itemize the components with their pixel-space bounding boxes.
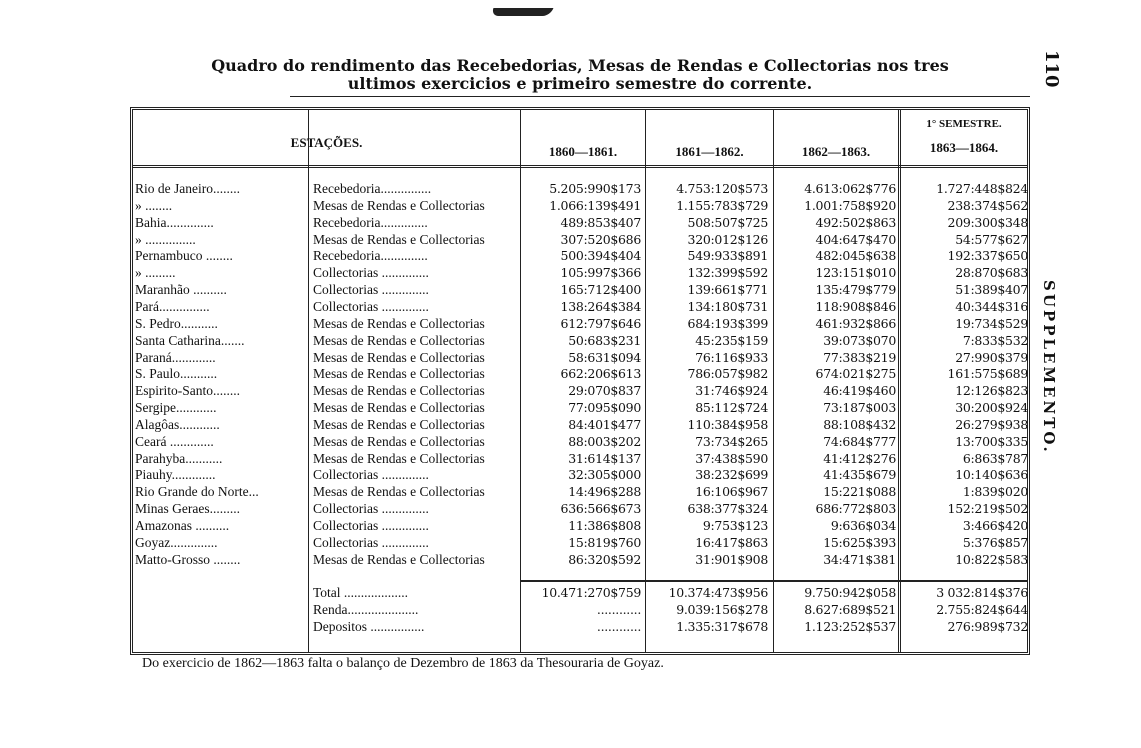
value-cell: 11:386$808	[568, 518, 641, 533]
revenue-table	[130, 107, 1030, 655]
office-type-cell: Mesas de Rendas e Collectorias	[313, 416, 485, 432]
value-cell: 31:614$137	[568, 450, 641, 466]
table-row	[133, 315, 1028, 332]
table-row	[133, 551, 1028, 568]
table-row	[133, 298, 1028, 315]
value-cell: 40:344$316	[955, 298, 1028, 314]
station-cell: S. Pedro...........	[135, 315, 218, 331]
total-value: 8.627:689$521	[804, 602, 896, 617]
office-type-cell: Collectorias ..............	[313, 265, 429, 281]
header-1862: 1862—1863.	[801, 144, 871, 159]
value-cell: 110:384$958	[687, 416, 768, 432]
title-line-2: ultimos exercicios e primeiro semestre do corrente.	[347, 74, 813, 93]
value-cell: 31:746$924	[695, 383, 768, 399]
value-cell: 6:863$787	[962, 450, 1028, 466]
value-cell: 5:376$857	[962, 534, 1028, 550]
value-cell: 135:479$779	[815, 282, 896, 298]
office-type-cell: Mesas de Rendas e Collectorias	[313, 332, 485, 348]
title-rule	[290, 96, 1030, 97]
office-type-cell: Collectorias ..............	[313, 534, 429, 550]
station-cell: Espirito-Santo........	[135, 383, 240, 399]
value-cell: 139:661$771	[687, 282, 768, 298]
table-row	[133, 349, 1028, 366]
side-label: SUPPLEMENTO.	[1040, 280, 1058, 455]
office-type-cell: Mesas de Rendas e Collectorias	[313, 366, 485, 382]
value-cell: 674:021$275	[815, 366, 896, 382]
value-cell: 58:631$094	[568, 349, 641, 365]
station-cell: » ...............	[135, 231, 196, 247]
header-estacoes: ESTAÇÕES.	[290, 135, 363, 150]
value-cell: 1:839$020	[962, 484, 1028, 500]
station-cell: Ceará .............	[135, 433, 214, 449]
table-row	[133, 500, 1028, 517]
office-type-cell: Mesas de Rendas e Collectorias	[313, 433, 485, 449]
total-value: 10.374:473$956	[668, 585, 768, 600]
value-cell: 15:819$760	[568, 534, 641, 550]
office-type-cell: Mesas de Rendas e Collectorias	[313, 349, 485, 365]
ink-blot	[491, 8, 554, 16]
total-value: 3 032:814$376	[936, 585, 1028, 600]
total-value: 276:989$732	[947, 619, 1028, 634]
station-cell: Rio de Janeiro........	[135, 181, 240, 196]
title-line-1: Quadro do rendimento das Recebedorias, Mesas de Rendas e Collectorias nos tres	[211, 56, 949, 75]
value-cell: 123:151$010	[815, 265, 896, 281]
header-1861: 1861—1862.	[675, 144, 744, 159]
value-cell: 192:337$650	[947, 248, 1028, 264]
value-cell: 29:070$837	[568, 383, 641, 399]
value-cell: 28:870$683	[955, 265, 1028, 281]
table-row	[133, 534, 1028, 551]
office-type-cell: Collectorias ..............	[313, 467, 429, 483]
table-row	[133, 433, 1028, 450]
value-cell: 161:575$689	[947, 366, 1028, 382]
value-cell: 45:235$159	[695, 332, 768, 348]
office-type-cell: Collectorias ..............	[313, 298, 429, 314]
value-cell: 662:206$613	[560, 366, 641, 382]
value-cell: 500:394$404	[560, 248, 641, 264]
table-row	[133, 517, 1028, 534]
value-cell: 686:772$803	[815, 501, 896, 517]
office-type-cell: Mesas de Rendas e Collectorias	[313, 231, 485, 247]
table-row	[133, 264, 1028, 281]
table-row	[133, 214, 1028, 231]
value-cell: 612:797$646	[560, 315, 641, 331]
value-cell: 15:625$393	[823, 534, 896, 550]
total-value: 9.750:942$058	[804, 585, 896, 600]
station-cell: Bahia..............	[135, 214, 214, 230]
value-cell: 34:471$381	[823, 551, 896, 567]
value-cell: 16:417$863	[695, 534, 768, 550]
value-cell: 15:221$088	[823, 484, 896, 500]
total-rule	[520, 580, 645, 582]
station-cell: Alagôas............	[135, 416, 220, 432]
value-cell: 489:853$407	[560, 214, 641, 230]
table-row	[133, 332, 1028, 349]
value-cell: 41:435$679	[823, 467, 896, 483]
value-cell: 84:401$477	[568, 416, 641, 432]
table-row	[133, 416, 1028, 433]
value-cell: 3:466$420	[962, 518, 1028, 533]
office-type-cell: Recebedoria..............	[313, 248, 428, 264]
value-cell: 482:045$638	[815, 248, 896, 264]
value-cell: 37:438$590	[695, 450, 768, 466]
station-cell: » .........	[135, 265, 176, 281]
value-cell: 12:126$823	[955, 383, 1028, 399]
office-type-cell: Collectorias ..............	[313, 501, 429, 517]
station-cell: Sergipe............	[135, 400, 217, 416]
table-row	[133, 180, 1028, 197]
station-cell: Parahyba...........	[135, 450, 223, 466]
value-cell: 13:700$335	[955, 433, 1028, 449]
value-cell: 684:193$399	[687, 315, 768, 331]
value-cell: 320:012$126	[687, 231, 768, 247]
total-value: 9.039:156$278	[676, 602, 768, 617]
office-type-cell: Recebedoria...............	[313, 181, 432, 196]
value-cell: 31:901$908	[695, 551, 768, 567]
total-label: Depositos ................	[313, 619, 425, 634]
header-semestre: 1° SEMESTRE.	[926, 118, 1002, 130]
value-cell: 16:106$967	[695, 484, 768, 500]
value-cell: 508:507$725	[687, 214, 768, 230]
total-row	[133, 584, 1028, 601]
value-cell: 9:753$123	[702, 518, 768, 533]
value-cell: 27:990$379	[955, 349, 1028, 365]
office-type-cell: Mesas de Rendas e Collectorias	[313, 315, 485, 331]
total-value: ............	[596, 619, 641, 634]
station-cell: Maranhão ..........	[135, 282, 227, 298]
table-row	[133, 231, 1028, 248]
total-row	[133, 618, 1028, 635]
value-cell: 1.001:758$920	[804, 197, 896, 213]
office-type-cell: Mesas de Rendas e Collectorias	[313, 197, 485, 213]
value-cell: 138:264$384	[560, 298, 641, 314]
value-cell: 74:684$777	[823, 433, 896, 449]
total-value: ............	[596, 602, 641, 617]
value-cell: 38:232$699	[695, 467, 768, 483]
table-row	[133, 247, 1028, 264]
office-type-cell: Mesas de Rendas e Collectorias	[313, 551, 485, 567]
value-cell: 492:502$863	[815, 214, 896, 230]
table-row	[133, 197, 1028, 214]
value-cell: 19:734$529	[955, 315, 1028, 331]
value-cell: 152:219$502	[947, 501, 1028, 517]
page-number: 110	[1041, 50, 1062, 88]
station-cell: Paraná.............	[135, 349, 216, 365]
value-cell: 1.066:139$491	[549, 197, 641, 213]
header-separator	[133, 165, 1027, 168]
value-cell: 404:647$470	[815, 231, 896, 247]
value-cell: 50:683$231	[568, 332, 641, 348]
office-type-cell: Mesas de Rendas e Collectorias	[313, 400, 485, 416]
total-value: 2.755:824$644	[936, 602, 1028, 617]
office-type-cell: Collectorias ..............	[313, 282, 429, 298]
table-row	[133, 450, 1028, 467]
value-cell: 165:712$400	[560, 282, 641, 298]
value-cell: 786:057$982	[687, 366, 768, 382]
station-cell: Piauhy.............	[135, 467, 216, 483]
table-row	[133, 483, 1028, 500]
station-cell: » ........	[135, 197, 173, 213]
value-cell: 76:116$933	[695, 349, 768, 365]
header-1863: 1863—1864.	[929, 140, 999, 155]
value-cell: 132:399$592	[687, 265, 768, 281]
table-row	[133, 281, 1028, 298]
station-cell: Rio Grande do Norte...	[135, 484, 259, 500]
value-cell: 4.753:120$573	[676, 181, 768, 196]
total-value: 10.471:270$759	[541, 585, 641, 600]
value-cell: 9:636$034	[830, 518, 896, 533]
total-rule	[645, 580, 773, 582]
total-rule	[773, 580, 898, 582]
value-cell: 549:933$891	[687, 248, 768, 264]
value-cell: 134:180$731	[687, 298, 768, 314]
value-cell: 26:279$938	[955, 416, 1028, 432]
total-row	[133, 601, 1028, 618]
value-cell: 307:520$686	[560, 231, 641, 247]
total-rule	[898, 580, 1028, 582]
value-cell: 41:412$276	[823, 450, 896, 466]
value-cell: 461:932$866	[815, 315, 896, 331]
station-cell: Pará...............	[135, 298, 210, 314]
value-cell: 73:187$003	[823, 400, 896, 416]
value-cell: 1.727:448$824	[936, 181, 1028, 196]
footnote: Do exercicio de 1862—1863 falta o balanço de Dezembro de 1863 da Thesouraria de Goyaz.	[142, 656, 664, 671]
value-cell: 88:003$202	[568, 433, 641, 449]
value-cell: 46:419$460	[823, 383, 896, 399]
value-cell: 209:300$348	[947, 214, 1028, 230]
office-type-cell: Mesas de Rendas e Collectorias	[313, 484, 485, 500]
value-cell: 10:140$636	[955, 467, 1028, 483]
table-row	[133, 399, 1028, 416]
value-cell: 10:822$583	[955, 551, 1028, 567]
table-row	[133, 365, 1028, 382]
value-cell: 51:389$407	[955, 282, 1028, 298]
office-type-cell: Collectorias ..............	[313, 518, 429, 533]
total-value: 1.335:317$678	[676, 619, 768, 634]
station-cell: Pernambuco ........	[135, 248, 233, 264]
office-type-cell: Mesas de Rendas e Collectorias	[313, 450, 485, 466]
station-cell: Matto-Grosso ........	[135, 551, 241, 567]
value-cell: 238:374$562	[947, 197, 1028, 213]
value-cell: 85:112$724	[695, 400, 768, 416]
value-cell: 54:577$627	[955, 231, 1028, 247]
value-cell: 105:997$366	[560, 265, 641, 281]
office-type-cell: Mesas de Rendas e Collectorias	[313, 383, 485, 399]
station-cell: Santa Catharina.......	[135, 332, 245, 348]
value-cell: 30:200$924	[955, 400, 1028, 416]
value-cell: 118:908$846	[815, 298, 896, 314]
station-cell: Amazonas ..........	[135, 518, 230, 533]
value-cell: 7:833$532	[962, 332, 1028, 348]
table-row	[133, 382, 1028, 399]
value-cell: 32:305$000	[568, 467, 641, 483]
total-label: Renda.....................	[313, 602, 419, 617]
total-label: Total ...................	[313, 585, 409, 600]
table-title	[130, 57, 1030, 93]
station-cell: S. Paulo...........	[135, 366, 218, 382]
value-cell: 77:383$219	[823, 349, 896, 365]
office-type-cell: Recebedoria..............	[313, 214, 428, 230]
value-cell: 14:496$288	[568, 484, 641, 500]
station-cell: Minas Geraes.........	[135, 501, 240, 517]
value-cell: 638:377$324	[687, 501, 768, 517]
total-value: 1.123:252$537	[804, 619, 896, 634]
table-row	[133, 466, 1028, 483]
value-cell: 1.155:783$729	[676, 197, 768, 213]
value-cell: 5.205:990$173	[549, 181, 641, 196]
value-cell: 86:320$592	[568, 551, 641, 567]
value-cell: 4.613:062$776	[804, 181, 896, 196]
value-cell: 77:095$090	[568, 400, 641, 416]
station-cell: Goyaz..............	[135, 534, 218, 550]
value-cell: 636:566$673	[560, 501, 641, 517]
value-cell: 73:734$265	[695, 433, 768, 449]
value-cell: 39:073$070	[823, 332, 896, 348]
header-1860: 1860—1861.	[548, 144, 618, 159]
value-cell: 88:108$432	[823, 416, 896, 432]
